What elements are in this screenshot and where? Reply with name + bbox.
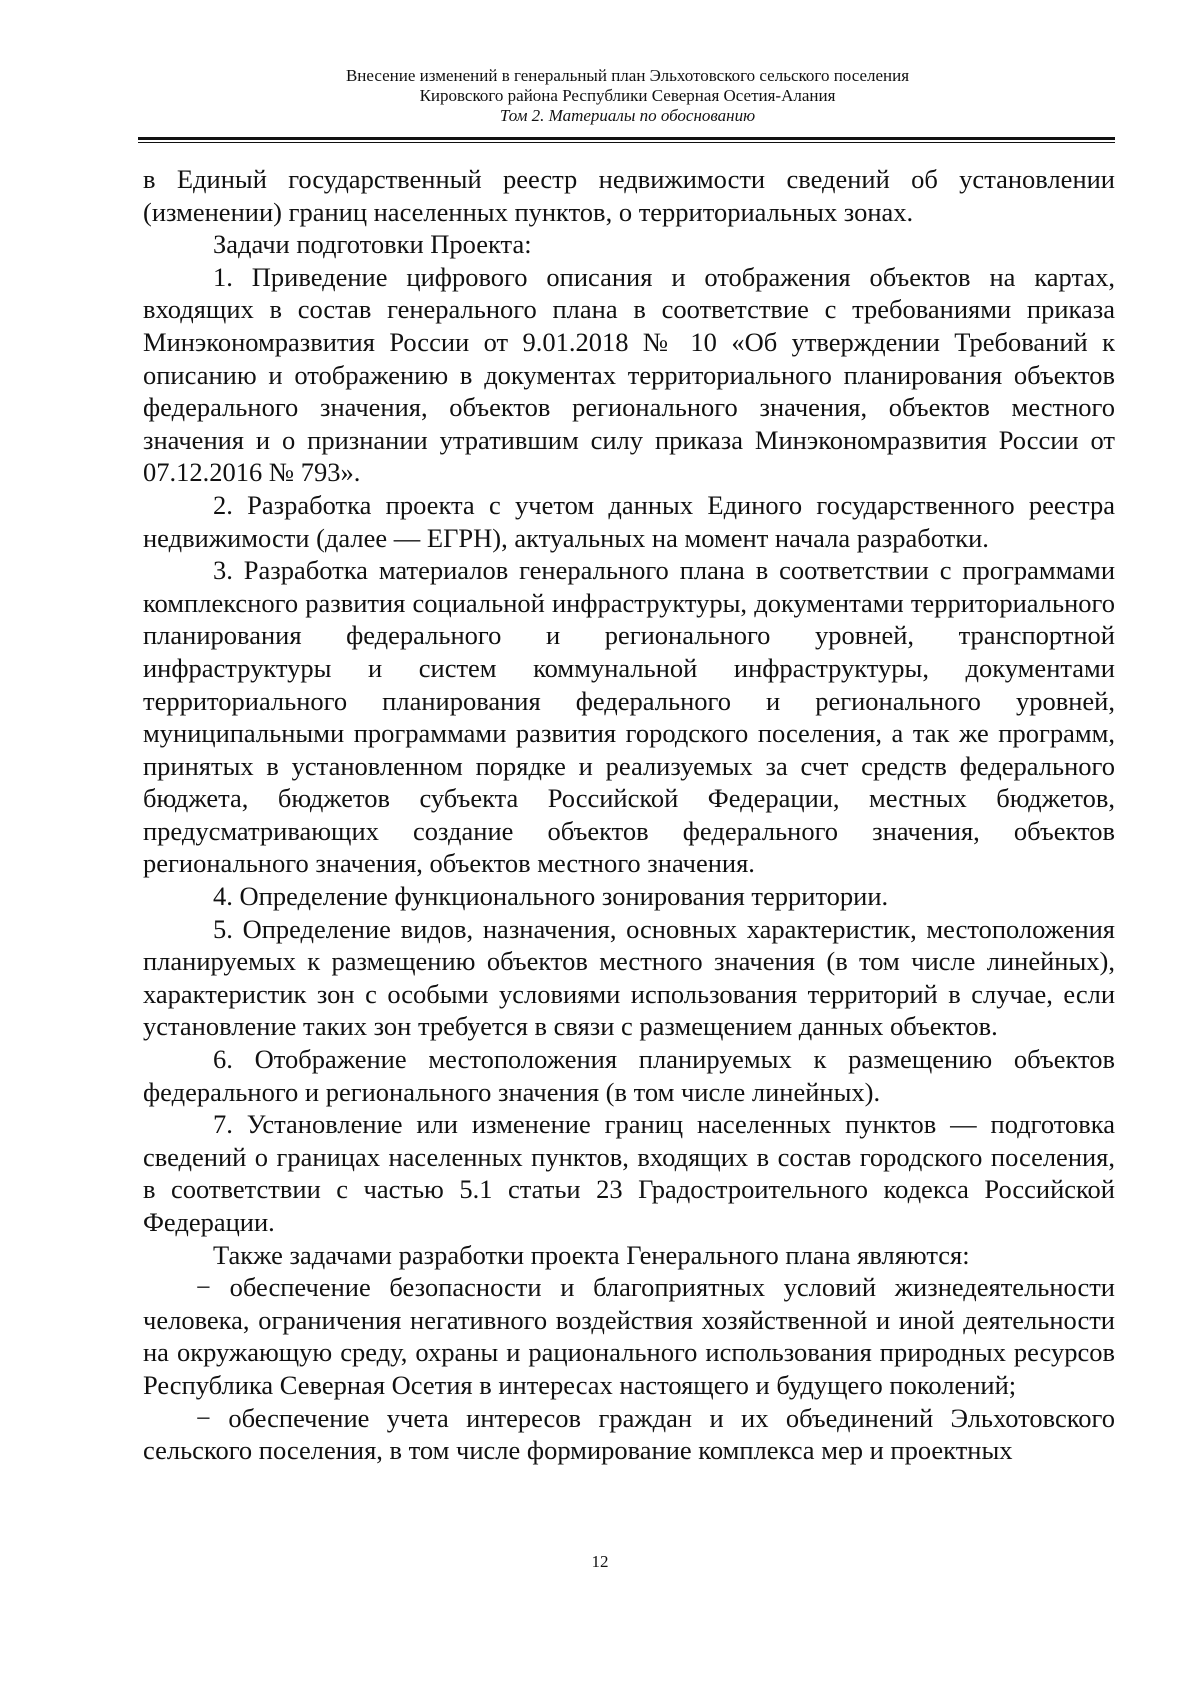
paragraph-continuation: в Единый государственный реестр недвижимости сведений об установлении (изменении) границ населенных пунктов, о территориальных зонах. [143,164,1115,227]
list-item-safety: − обеспечение безопасности и благоприятных условий жизнедеятельности человека, ограничения негативного воздействия хозяйственной и иной деятельности на окружающую среду, охраны и рационального использования природных ресурсов Республика Северная Осетия в интересах настоящего и будущего поколений; [143,1272,1115,1400]
header-rule-thin [138,142,1115,143]
paragraph-task-2: 2. Разработка проекта с учетом данных Единого государственного реестра недвижимости (далее — ЕГРН), актуальных на момент начала разработки. [143,489,1115,553]
header-rule-thick [138,137,1115,140]
paragraph-task-6: 6. Отображение местоположения планируемых к размещению объектов федерального и регионального значения (в том числе линейных). [143,1044,1115,1107]
paragraph-task-4: 4. Определение функционального зонирования территории. [213,881,889,912]
paragraph-additional-tasks: Также задачами разработки проекта Генерального плана являются: [213,1239,970,1270]
paragraph-task-7: 7. Установление или изменение границ населенных пунктов — подготовка сведений о границах населенных пунктов, входящих в состав городского поселения, в соответствии с частью 5.1 статьи 23 Градостроительного кодекса Российской Федерации. [143,1109,1115,1237]
list-item-citizen-interests: − обеспечение учета интересов граждан и их объединений Эльхотовского сельского поселения, в том числе формирование комплекса мер и проектных [143,1402,1115,1466]
paragraph-task-1: 1. Приведение цифрового описания и отображения объектов на картах, входящих в состав генерального плана в соответствие с требованиями приказа Минэкономразвития России от 9.01.2018 № 10 «Об утверждении Требований к описанию и отображению в документах территориального планирования объектов федерального значения, объектов регионального значения, объектов местного значения и о признании утратившим силу приказа Минэкономразвития России от 07.12.2016 № 793». [143,261,1115,488]
header-title-line-2: Кировского района Республики Северная Осетия-Алания [419,86,836,105]
header-title-line-1: Внесение изменений в генеральный план Эльхотовского сельского поселения [345,66,910,85]
header-volume-line: Том 2. Материалы по обоснованию [499,106,756,125]
document-body [143,163,1115,1467]
paragraph-tasks-heading: Задачи подготовки Проекта: [213,229,532,260]
paragraph-task-3: 3. Разработка материалов генерального плана в соответствии с программами комплексного развития социальной инфраструктуры, документами территориального планирования федерального и регионального уровней, транспортной инфраструктуры и систем коммунальной инфраструктуры, документами территориального планирования федерального и регионального уровней, муниципальными программами развития городского поселения, а так же программ, принятых в установленном порядке и реализуемых за счет средств федерального бюджета, бюджетов субъекта Российской Федерации, местных бюджетов, предусматривающих создание объектов федерального значения, объектов регионального значения, объектов местного значения. [143,555,1115,879]
page-number: 12 [591,1552,609,1571]
paragraph-task-5: 5. Определение видов, назначения, основных характеристик, местоположения планируемых к размещению объектов местного значения (в том числе линейных), характеристик зон с особыми условиями использования территорий в случае, если установление таких зон требуется в связи с размещением данных объектов. [143,913,1115,1042]
page-header [140,66,1115,126]
